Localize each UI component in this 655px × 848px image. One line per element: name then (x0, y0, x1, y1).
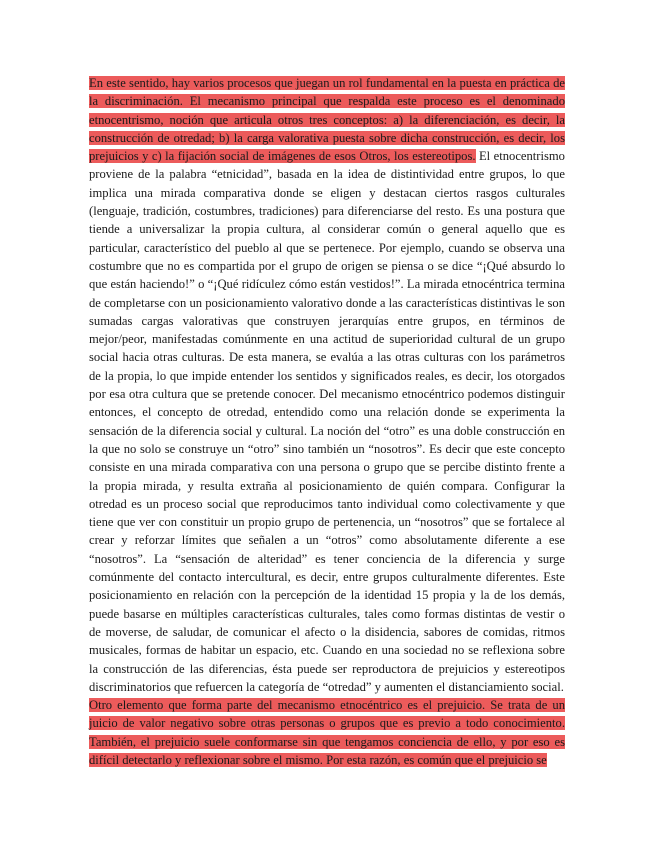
highlighted-text[interactable]: En este sentido, hay varios procesos que juegan un rol fundamental en la puesta en práctica de la discriminación. El mecanismo principal que respalda este proceso es el denominado etnocentrismo, noción que articula otros tres conceptos: a) la diferenciación, es decir, la construcción de otredad; b) la carga valorativa puesta sobre dicha construcción, es decir, los prejuicios y c) la fijación social de imágenes de esos Otros, los estereotipos. (89, 76, 565, 164)
paragraph-etnocentrismo (89, 74, 565, 696)
highlighted-text[interactable]: Otro elemento que forma parte del mecanismo etnocéntrico es el prejuicio. Se trata de un juicio de valor negativo sobre otras personas o grupos que es previo a todo conocimiento. También, el prejuicio suele conformarse sin que tengamos conciencia de ello, y por eso es difícil detectarlo y reflexionar sobre el mismo. Por esta razón, es común que el prejuicio se (89, 698, 565, 767)
body-text: El etnocentrismo proviene de la palabra “etnicidad”, basada en la idea de distintividad entre grupos, lo que implica una mirada comparativa donde se eligen y destacan ciertos rasgos culturales (lenguaje, tradición, costumbres, tradiciones) para diferenciarse del resto. Es una postura que tiende a universalizar la propia cultura, al considerar común o general aquello que es particular, característico del pueblo al que se pertenece. Por ejemplo, cuando se observa una costumbre que no es compartida por el grupo de origen se piensa o se dice “¡Qué absurdo lo que están haciendo!” o “¡Qué ridículez cómo están vestidos!”. La mirada etnocéntrica termina de completarse con un posicionamiento valorativo donde a las características distintivas le son sumadas cargas valorativas que construyen jerarquías entre grupos, en términos de mejor/peor, manifestadas comúnmente en una actitud de superioridad cultural de un grupo social hacia otras culturas. De esta manera, se evalúa a las otras culturas con los parámetros de la propia, lo que impide entender los sentidos y significados reales, es decir, los otorgados por esa otra cultura que se pretende conocer. Del mecanismo etnocéntrico podemos distinguir entonces, el concepto de otredad, entendido como una relación donde se experimenta la sensación de la diferencia social y cultural. La noción del “otro” es una doble construcción en la que no solo se construye un “otro” sino también un “nosotros”. Es decir que este concepto consiste en una mirada comparativa con una persona o grupo que se percibe distinto frente a la propia mirada, y resulta extraña al posicionamiento de quién compara. Configurar la otredad es un proceso social que reproducimos tanto individual como colectivamente y que tiene que ver con constituir un propio grupo de pertenencia, un “nosotros” que se fortalece al crear y reforzar límites que señalen a un “otros” como absolutamente diferente a ese “nosotros”. La “sensación de alteridad” es tener conciencia de la diferencia y surge comúnmente del contacto intercultural, es decir, entre grupos culturalmente diferentes. Este posicionamiento en relación con la percepción de la identidad 15 propia y la de los demás, puede basarse en múltiples características culturales, tales como formas distintas de vestir o de moverse, de saludar, de comunicar el afecto o la disidencia, sabores de comidas, ritmos musicales, formas de habitar un espacio, etc. Cuando en una sociedad no se reflexiona sobre la construcción de las diferencias, ésta puede ser reproductora de prejuicios y estereotipos discriminatorios que refuercen la categoría de “otredad” y aumenten el distanciamiento social. (89, 149, 565, 694)
paragraph-prejuicio (89, 696, 565, 769)
